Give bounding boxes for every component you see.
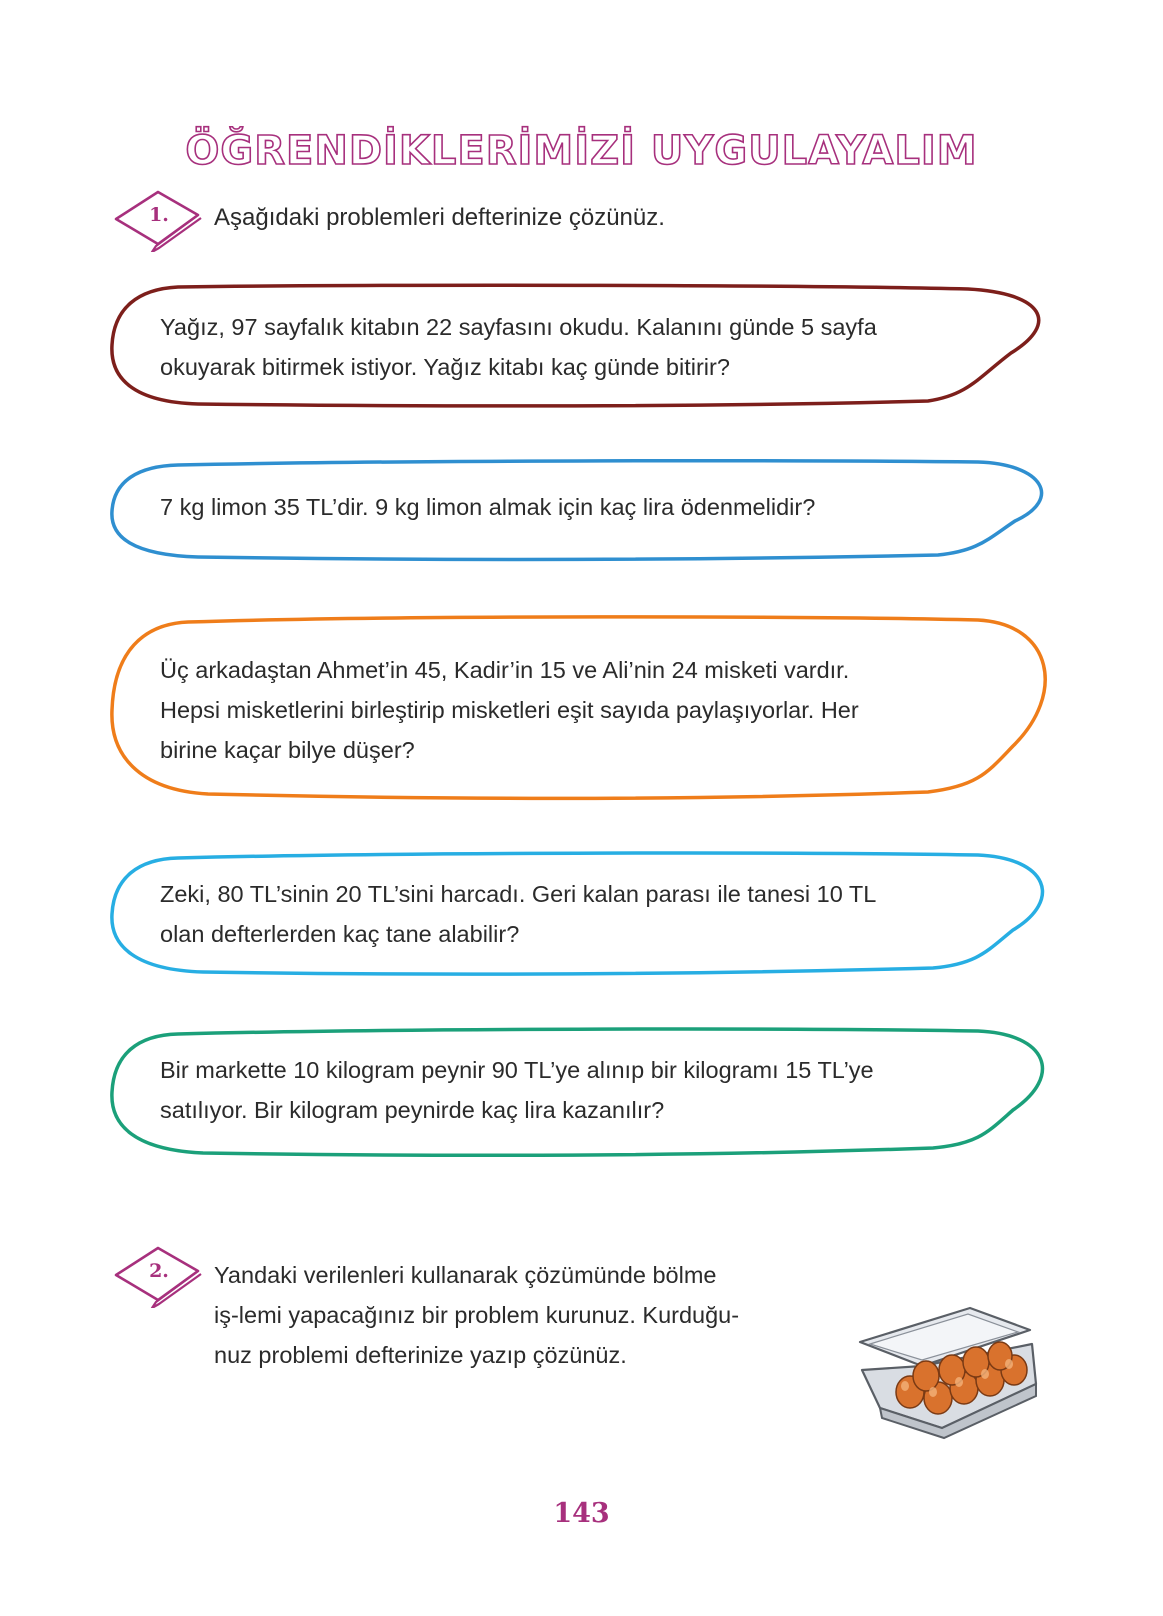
question-2-number: 2. xyxy=(149,1260,169,1282)
question-1-badge xyxy=(112,186,204,252)
problem-bubble-5 xyxy=(108,1026,1058,1160)
problem-2-line-1: 7 kg limon 35 TL’dir. 9 kg limon almak için kaç lira ödenmelidir? xyxy=(160,494,816,520)
question-2-line-2: iş-lemi yapacağınız bir problem kurunuz. Kurduğu- xyxy=(214,1302,740,1328)
egg-carton-icon xyxy=(852,1300,1042,1440)
question-2-line-1: Yandaki verilenleri kullanarak çözümünde bölme xyxy=(214,1262,717,1288)
problem-bubble-4 xyxy=(108,850,1058,978)
problem-bubble-3 xyxy=(108,614,1058,802)
problem-bubble-1 xyxy=(108,283,1058,413)
problem-5-line-1: Bir markette 10 kilogram peynir 90 TL’ye alınıp bir kilogramı 15 TL’ye xyxy=(160,1057,874,1083)
problem-bubble-2 xyxy=(108,459,1058,563)
question-2-badge xyxy=(112,1242,204,1308)
question-1-instruction: Aşağıdaki problemleri defterinize çözünüz. xyxy=(214,204,665,231)
page-number: 143 xyxy=(553,1498,610,1529)
page-title: ÖĞRENDİKLERİMİZİ UYGULAYALIM xyxy=(185,128,978,174)
problem-3-line-3: birine kaçar bilye düşer? xyxy=(160,737,415,763)
problem-1-line-2: okuyarak bitirmek istiyor. Yağız kitabı kaç günde bitirir? xyxy=(160,354,730,380)
problem-3-line-1: Üç arkadaştan Ahmet’in 45, Kadir’in 15 ve Ali’nin 24 misketi vardır. xyxy=(160,657,850,683)
question-1-number: 1. xyxy=(149,204,169,226)
problem-4-line-2: olan defterlerden kaç tane alabilir? xyxy=(160,921,520,947)
question-2-instruction xyxy=(214,1255,739,1375)
problem-5-line-2: satılıyor. Bir kilogram peynirde kaç lira kazanılır? xyxy=(160,1097,665,1123)
question-2-line-3: nuz problemi defterinize yazıp çözünüz. xyxy=(214,1342,627,1368)
problem-3-line-2: Hepsi misketlerini birleştirip misketleri eşit sayıda paylaşıyorlar. Her xyxy=(160,697,859,723)
problem-4-line-1: Zeki, 80 TL’sinin 20 TL’sini harcadı. Geri kalan parası ile tanesi 10 TL xyxy=(160,881,877,907)
problem-1-line-1: Yağız, 97 sayfalık kitabın 22 sayfasını okudu. Kalanını günde 5 sayfa xyxy=(160,314,877,340)
